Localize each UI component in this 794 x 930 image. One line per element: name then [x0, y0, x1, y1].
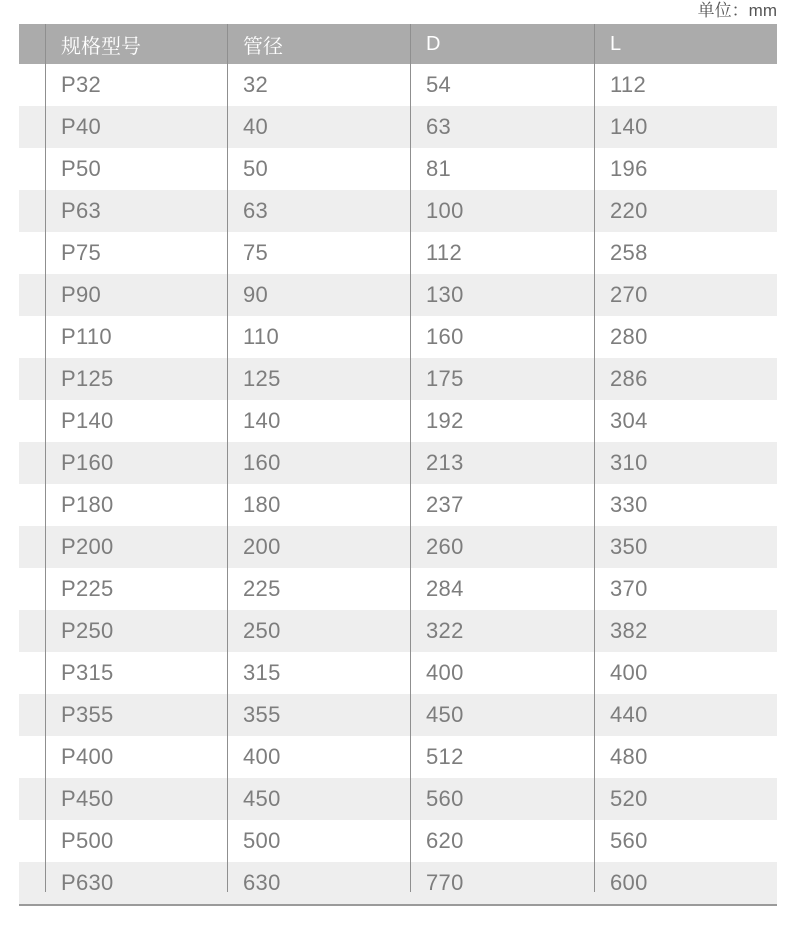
- table-cell: 520: [610, 786, 648, 811]
- table-cell: P450: [61, 786, 114, 811]
- table-row: [19, 778, 777, 820]
- table-cell: 630: [243, 870, 281, 895]
- table-cell: 450: [243, 786, 281, 811]
- table-cell: 322: [426, 618, 464, 643]
- table-cell: P40: [61, 114, 102, 139]
- table-cell: P160: [61, 450, 114, 475]
- table-cell: 110: [243, 324, 279, 349]
- table-row: [19, 400, 777, 442]
- table-cell: 400: [243, 744, 281, 769]
- table-cell: 196: [610, 156, 648, 181]
- table-cell: 284: [426, 576, 464, 601]
- table-row: [19, 106, 777, 148]
- header-cell-model: 规格型号: [61, 35, 141, 58]
- header-cell-d: D: [426, 32, 441, 55]
- table-cell: 81: [426, 156, 452, 181]
- table-row: [19, 862, 777, 904]
- table-cell: 315: [243, 660, 281, 685]
- table-cell: 480: [610, 744, 648, 769]
- table-cell: 260: [426, 534, 464, 559]
- table-cell: 560: [610, 828, 648, 853]
- table-cell: P90: [61, 282, 102, 307]
- table-row: [19, 526, 777, 568]
- header-cell-diameter: 管径: [243, 35, 283, 58]
- table-cell: P63: [61, 198, 102, 223]
- table-cell: 40: [243, 114, 269, 139]
- table-cell: P200: [61, 534, 114, 559]
- table-cell: P355: [61, 702, 114, 727]
- table-cell: 250: [243, 618, 281, 643]
- table-row: [19, 820, 777, 862]
- table-row: [19, 274, 777, 316]
- table-cell: 63: [243, 198, 269, 223]
- table-cell: 382: [610, 618, 648, 643]
- spec-table: [19, 24, 777, 906]
- table-cell: 63: [426, 114, 452, 139]
- table-header-row: [19, 24, 777, 64]
- table-cell: P32: [61, 72, 102, 97]
- table-cell: 600: [610, 870, 648, 895]
- table-cell: 440: [610, 702, 648, 727]
- table-cell: 500: [243, 828, 281, 853]
- table-row: [19, 316, 777, 358]
- table-cell: 50: [243, 156, 269, 181]
- table-cell: 225: [243, 576, 281, 601]
- table-cell: 350: [610, 534, 648, 559]
- table-cell: P75: [61, 240, 102, 265]
- table-cell: 160: [243, 450, 281, 475]
- table-row: [19, 148, 777, 190]
- table-cell: 304: [610, 408, 648, 433]
- table-cell: 280: [610, 324, 648, 349]
- column-divider: [410, 24, 411, 892]
- table-cell: 512: [426, 744, 464, 769]
- table-cell: 32: [243, 72, 269, 97]
- table-row: [19, 484, 777, 526]
- table-cell: 180: [243, 492, 281, 517]
- column-divider: [227, 24, 228, 892]
- table-cell: 270: [610, 282, 648, 307]
- unit-label: 单位：mm: [697, 1, 777, 20]
- table-cell: P110: [61, 324, 112, 349]
- table-cell: 770: [426, 870, 464, 895]
- table-row: [19, 610, 777, 652]
- table-cell: P250: [61, 618, 114, 643]
- table-row: [19, 190, 777, 232]
- table-cell: 220: [610, 198, 648, 223]
- column-divider: [594, 24, 595, 892]
- table-cell: 330: [610, 492, 648, 517]
- table-cell: 54: [426, 72, 452, 97]
- table-cell: 125: [243, 366, 281, 391]
- table-cell: 237: [426, 492, 464, 517]
- table-row: [19, 568, 777, 610]
- table-cell: 192: [426, 408, 464, 433]
- table-cell: 130: [426, 282, 464, 307]
- table-cell: 310: [610, 450, 648, 475]
- table-cell: P140: [61, 408, 114, 433]
- table-cell: P400: [61, 744, 114, 769]
- table-cell: P630: [61, 870, 114, 895]
- column-divider: [45, 24, 46, 892]
- table-cell: P125: [61, 366, 114, 391]
- table-cell: 258: [610, 240, 648, 265]
- table-row: [19, 64, 777, 106]
- table-cell: 100: [426, 198, 464, 223]
- table-cell: 213: [426, 450, 464, 475]
- table-cell: 450: [426, 702, 464, 727]
- table-row: [19, 652, 777, 694]
- table-cell: 560: [426, 786, 464, 811]
- table-cell: P50: [61, 156, 102, 181]
- table-cell: 75: [243, 240, 269, 265]
- table-cell: 160: [426, 324, 464, 349]
- table-cell: 286: [610, 366, 648, 391]
- table-cell: 112: [426, 240, 462, 265]
- table-cell: 620: [426, 828, 464, 853]
- table-row: [19, 232, 777, 274]
- table-cell: 140: [610, 114, 648, 139]
- table-cell: 400: [610, 660, 648, 685]
- table-cell: 370: [610, 576, 648, 601]
- header-cell-l: L: [610, 32, 622, 55]
- table-cell: 400: [426, 660, 464, 685]
- table-cell: 200: [243, 534, 281, 559]
- table-cell: 355: [243, 702, 281, 727]
- table-row: [19, 736, 777, 778]
- table-cell: P180: [61, 492, 114, 517]
- table-row: [19, 694, 777, 736]
- table-cell: 112: [610, 72, 646, 97]
- table-cell: P225: [61, 576, 114, 601]
- table-cell: P500: [61, 828, 114, 853]
- table-cell: 140: [243, 408, 281, 433]
- table-row: [19, 358, 777, 400]
- table-row: [19, 442, 777, 484]
- table-body: [19, 64, 777, 904]
- table-cell: 175: [426, 366, 464, 391]
- table-cell: P315: [61, 660, 114, 685]
- table-cell: 90: [243, 282, 269, 307]
